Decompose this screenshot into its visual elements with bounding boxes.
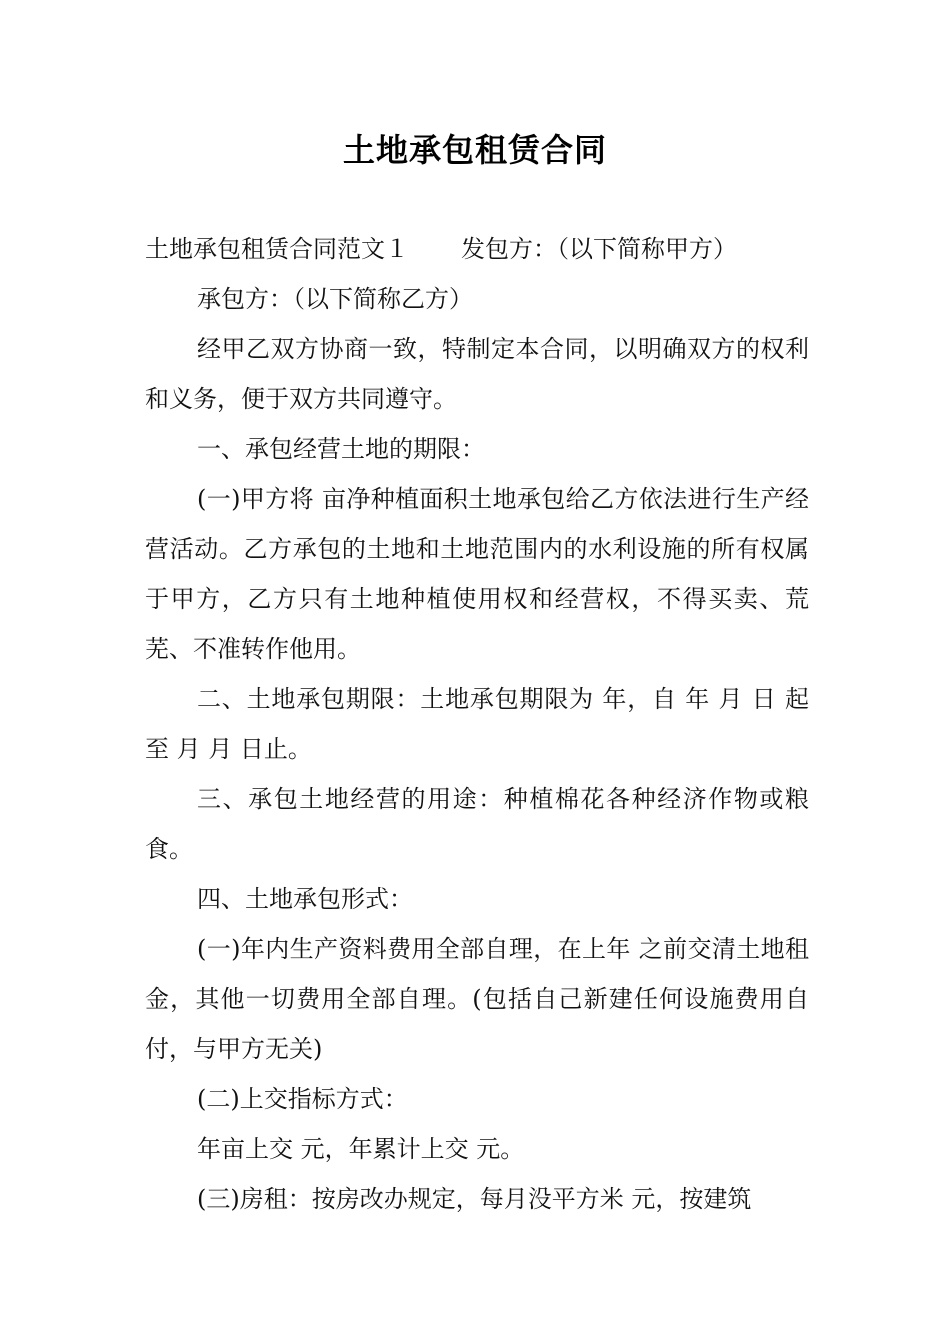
document-title: 土地承包租赁合同 [342,131,607,169]
paragraph-clause-4-2: (二)上交指标方式： [197,1085,408,1113]
document-body [145,224,809,1224]
paragraph-intro: 经甲乙双方协商一致，特制定本合同，以明确双方的权利和义务，便于双方共同遵守。 [145,335,809,413]
section-heading-3: 三、承包土地经营的用途：种植棉花各种经济作物或粮食。 [145,785,809,863]
section-heading-2: 二、土地承包期限：土地承包期限为 年，自 年 月 日 起至 月 月 日止。 [145,685,809,763]
party-b-line: 承包方：（以下简称乙方） [197,285,473,313]
section-heading-4: 四、土地承包形式： [197,885,413,913]
paragraph-payment-terms: 年亩上交 元，年累计上交 元。 [197,1135,525,1163]
section-heading-1: 一、承包经营土地的期限： [197,435,485,463]
contract-sample-heading: 土地承包租赁合同范文１ [145,235,409,263]
paragraph-clause-4-3: (三)房租：按房改办规定，每月没平方米 元，按建筑 [197,1185,752,1213]
paragraph-clause-1-1: (一)甲方将 亩净种植面积土地承包给乙方依法进行生产经营活动。乙方承包的土地和土地范围内的水利设施的所有权属于甲方，乙方只有土地种植使用权和经营权，不得买卖、荒芜、不准转作他用。 [145,485,809,663]
paragraph-clause-4-1: (一)年内生产资料费用全部自理，在上年 之前交清土地租金，其他一切费用全部自理。(包括自己新建任何设施费用自付，与甲方无关) [145,935,809,1063]
party-a-line: 发包方：（以下简称甲方） [461,235,737,263]
paragraph-1 [145,224,809,274]
